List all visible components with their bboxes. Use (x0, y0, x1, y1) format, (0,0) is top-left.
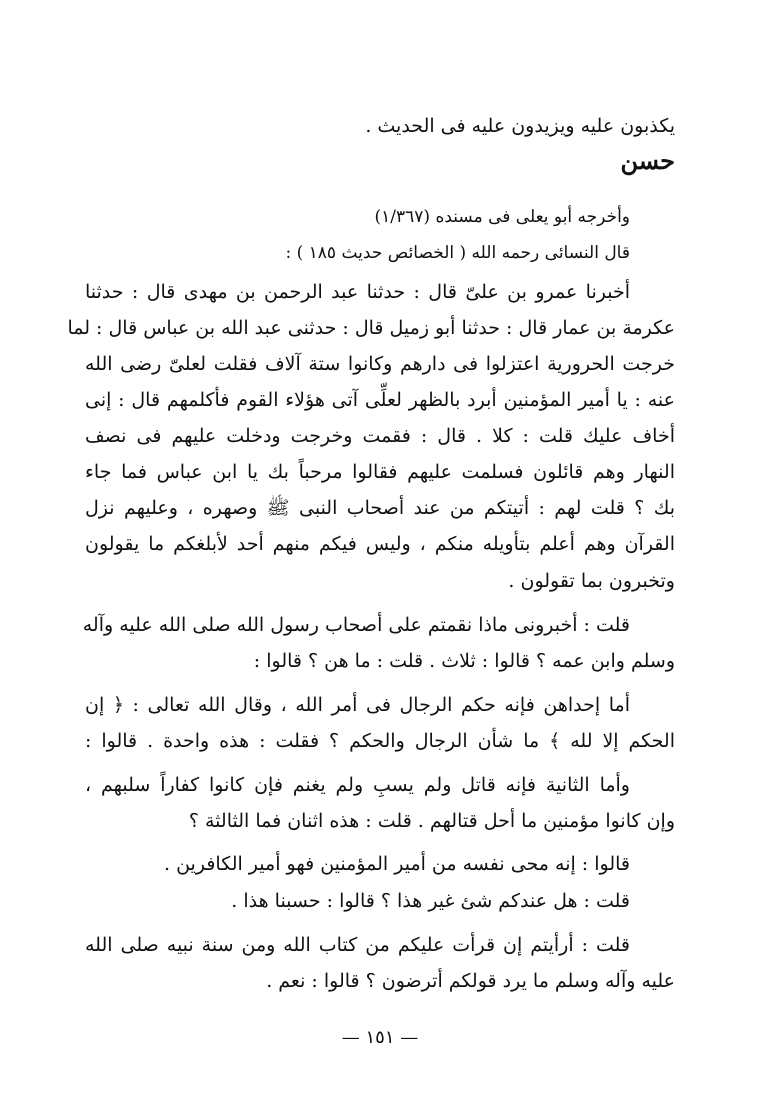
paragraph-1-line: النهار وهم قائلون فسلمت عليهم فقالوا مرحباً بك يا ابن عباس فما جاء (85, 461, 675, 483)
paragraph-1-line: أخبرنا عمرو بن علىّ قال : حدثنا عبد الرحمن بن مهدى قال : حدثنا (85, 281, 630, 303)
paragraph-5-line: قالوا : إنه محى نفسه من أمير المؤمنين فهو أمير الكافرين . (164, 853, 630, 875)
paragraph-3-line: أما إحداهن فإنه حكم الرجال فى أمر الله ، وقال الله تعالى : ﴿ إن (85, 694, 630, 716)
source-line-1: وأخرجه أبو يعلى فى مسنده (١/٣٦٧) (374, 207, 630, 227)
paragraph-1-line: عكرمة بن عمار قال : حدثنا أبو زميل قال : حدثنى عبد الله بن عباس قال : لما (67, 317, 675, 339)
paragraph-1-line: وتخبرون بما تقولون . (508, 570, 675, 592)
paragraph-1-line: عنه : يا أمير المؤمنين أبرد بالظهر لعلِّى آتى هؤلاء القوم فأكلمهم قال : إنى (85, 389, 675, 411)
intro-line: يكذبون عليه ويزيدون عليه فى الحديث . (365, 115, 675, 137)
paragraph-3-line: الحكم إلا لله ﴾ ما شأن الرجال والحكم ؟ فقلت : هذه واحدة . قالوا : (85, 730, 675, 752)
paragraph-1-line: القرآن وهم أعلم بتأويله منكم ، وليس فيكم منهم أحد لأبلغكم ما يقولون (85, 533, 675, 555)
page-number: — ١٥١ — (341, 1027, 419, 1048)
paragraph-2-line: وسلم وابن عمه ؟ قالوا : ثلاث . قلت : ما هن ؟ قالوا : (253, 650, 675, 672)
paragraph-1-line: خرجت الحرورية اعتزلوا فى دارهم وكانوا ستة آلاف فقلت لعلىّ رضى الله (85, 353, 675, 375)
paragraph-1-line: بك ؟ قلت لهم : أتيتكم من عند أصحاب النبى ﷺ وصهره ، وعليهم نزل (85, 497, 675, 519)
paragraph-4-line: وأما الثانية فإنه قاتل ولم يسبِ ولم يغنم فإن كانوا كفاراً سلبهم ، (85, 774, 630, 796)
paragraph-2-line: قلت : أخبرونى ماذا نقمتم على أصحاب رسول الله صلى الله عليه وآله (82, 614, 630, 636)
paragraph-7-line: قلت : أرأيتم إن قرأت عليكم من كتاب الله ومن سنة نبيه صلى الله (85, 934, 630, 956)
paragraph-7-line: عليه وآله وسلم ما يرد قولكم أترضون ؟ قالوا : نعم . (266, 970, 675, 992)
paragraph-6-line: قلت : هل عندكم شئ غير هذا ؟ قالوا : حسبنا هذا . (231, 890, 630, 912)
paragraph-1-line: أخاف عليك قلت : كلا . قال : فقمت وخرجت ودخلت عليهم فى نصف (85, 425, 675, 447)
paragraph-4-line: وإن كانوا مؤمنين ما أحل قتالهم . قلت : هذه اثنان فما الثالثة ؟ (188, 810, 675, 832)
hadith-grade: حسن (620, 146, 675, 175)
source-line-2: قال النسائى رحمه الله ( الخصائص حديث ١٨٥ ) : (285, 243, 630, 263)
